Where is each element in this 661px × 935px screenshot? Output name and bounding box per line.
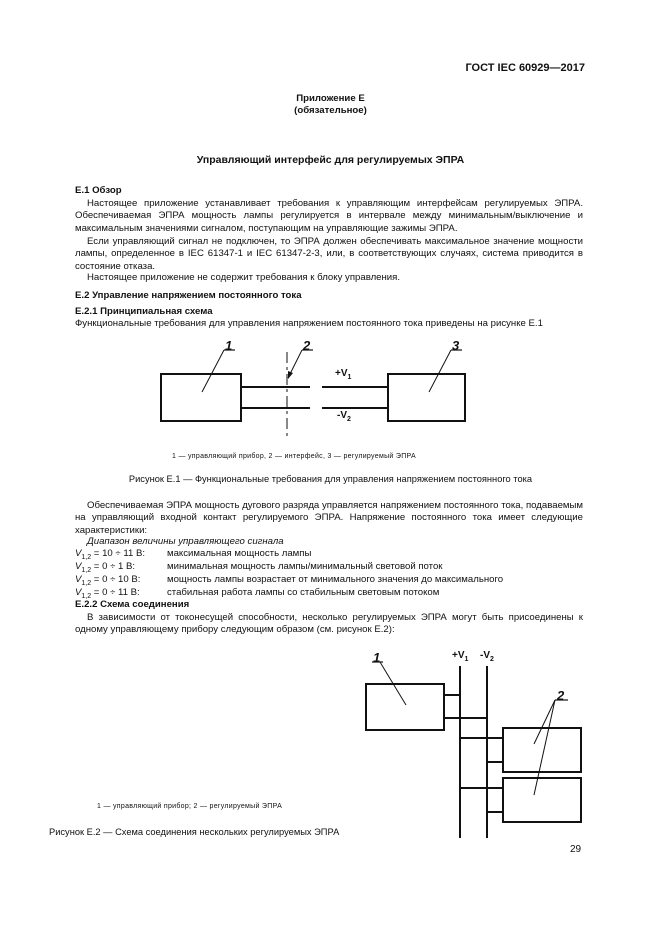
fig2-plus-v1: $+V_1$ [452,650,469,663]
section-e1-paragraph-1: Настоящее приложение устанавливает требования к управляющим интерфейсам регулируемых ЭПРА. Обеспечиваемая ЭПРА мощность лампы регулируется в интервале между минимальным/выключение и максимальным значениями сигналом, поступающим на управляющие зажимы ЭПРА. [75,198,583,234]
fig2-ballast-box-1 [503,728,581,772]
fig1-plus-v1: $+V_1$ [335,368,352,381]
fig1-ballast-box [388,374,465,421]
fig1-leader-1 [202,350,224,392]
fig2-legend: 1 — управляющий прибор; 2 — регулируемый ЭПРА [97,803,283,810]
range-row: $V_{1,2} = 0 \div 1$ В: минимальная мощность лампы/минимальный световой поток [75,561,443,574]
fig2-label-1: 1 [373,650,381,665]
fig1-label-3: 3 [452,338,460,353]
fig2-minus-v2: $-V_2$ [480,650,494,663]
appendix-title: Приложение Е [296,93,365,104]
range-row: $V_{1,2} = 0 \div 10$ В: мощность лампы возрастает от минимального значения до максимального [75,574,504,587]
fig1-control-device-box [161,374,241,421]
section-e1-paragraph-3: Настоящее приложение не содержит требования к блоку управления. [87,272,401,283]
section-e1-paragraph-2: Если управляющий сигнал не подключен, то ЭПРА должен обеспечивать максимальное значение мощности лампы, определенное в IEC 61347-1 и IEC 61347-2-3, или, в соответствующих случаях, система приводится в состояние отказа. [75,236,583,272]
fig2-leader-1 [380,662,406,705]
page-number: 29 [570,844,582,855]
fig1-label-2: 2 [303,338,311,353]
section-e21-heading: Е.2.1 Принципиальная схема [75,306,213,317]
dc-control-paragraph: Обеспечиваемая ЭПРА мощность дугового разряда управляется напряжением постоянного тока, подаваемым на управляющий входной контакт регулируемого ЭПРА. Напряжение постоянного тока имеет следующие характеристики: [75,500,583,536]
fig1-label-1: 1 [225,338,233,353]
fig1-leader-2 [288,350,302,378]
fig1-legend: 1 — управляющий прибор, 2 — интерфейс, 3 — регулируемый ЭПРА [172,453,416,460]
section-e22-text: В зависимости от токонесущей способности, несколько регулируемых ЭПРА могут быть присоединены к одному управляющему прибору следующим образом (см. рисунок Е.2): [75,612,583,636]
fig1-caption: Рисунок Е.1 — Функциональные требования для управления напряжением постоянного тока [128,474,533,484]
section-e1-heading: Е.1 Обзор [75,185,122,196]
fig2-caption: Рисунок Е.2 — Схема соединения нескольких регулируемых ЭПРА [49,827,340,837]
fig2-leader-2a [534,700,555,744]
section-e2-heading: Е.2 Управление напряжением постоянного тока [75,290,302,301]
range-heading: Диапазон величины управляющего сигнала [87,536,284,547]
fig1-arrowhead [288,371,293,379]
fig1-minus-v2: $-V_2$ [337,410,351,423]
fig1-leader-3 [429,350,451,392]
main-title: Управляющий интерфейс для регулируемых ЭПРА [196,154,465,166]
fig2-control-device-box [366,684,444,730]
standard-number: ГОСТ IEC 60929—2017 [465,62,585,74]
range-row: $V_{1,2} = 0 \div 11$ В: стабильная работа лампы со стабильным световым потоком [75,587,440,600]
fig2-leader-2b [534,700,555,795]
fig2-ballast-box-2 [503,778,581,822]
section-e21-text: Функциональные требования для управления напряжением постоянного тока приведены на рисунке Е.1 [75,318,543,329]
fig2-label-2: 2 [557,688,565,703]
section-e22-heading: Е.2.2 Схема соединения [75,599,190,610]
appendix-status: (обязательное) [294,105,367,116]
range-row: $V_{1,2} = 10 \div 11$ В: максимальная мощность лампы [75,548,312,561]
